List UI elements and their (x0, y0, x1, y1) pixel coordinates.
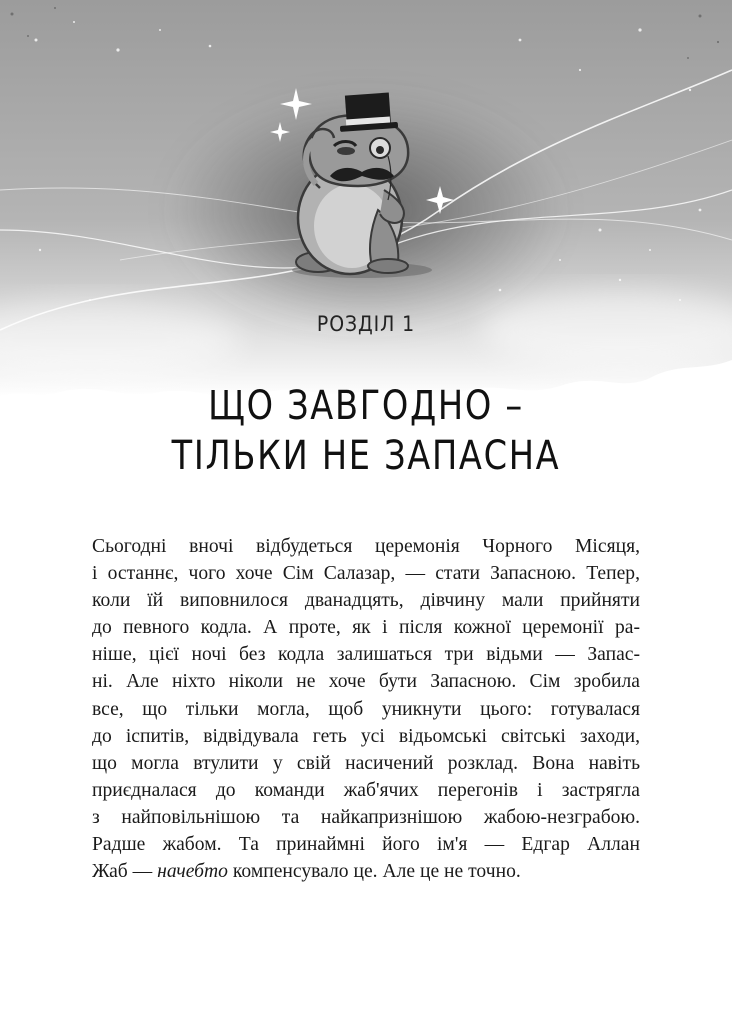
body-line: до певного кодла. А проте, як і після кожної церемонії ра- (92, 617, 640, 639)
body-line: ні. Але ніхто ніколи не хоче бути Запасною. Сім зробила (92, 671, 640, 693)
body-line: з найповільнішою та найкапризнішою жабою-незграбою. (92, 806, 640, 828)
body-line: що могла втулити у свій насичений розклад. Вона навіть (92, 752, 640, 774)
chapter-title-line-2: ТІЛЬКИ НЕ ЗАПАСНА (171, 433, 561, 479)
chapter-number: РОЗДІЛ 1 (316, 312, 416, 336)
emphasized-word: начебто (157, 861, 228, 883)
body-text-run: Жаб — (92, 861, 158, 883)
body-line: Радше жабом. Та принаймні його ім'я — Едгар Аллан (92, 834, 640, 856)
body-line: приєдналася до команди жаб'ячих перегонів і застрягла (92, 779, 640, 801)
body-line: і останнє, чого хоче Сім Салазар, — стати Запасною. Тепер, (92, 563, 640, 585)
body-line: до іспитів, відвідувала геть усі відьомські світські заходи, (92, 725, 640, 747)
body-line: Сьогодні вночі відбудеться церемонія Чорного Місяця, (92, 536, 640, 557)
body-line: коли їй виповнилося дванадцять, дівчину мали прийняти (92, 590, 640, 612)
body-text-run: компенсувало це. Але це не точно. (227, 861, 521, 883)
chapter-body-text (92, 533, 640, 885)
body-line: ніше, цієї ночі без кодла залишаться три відьми — Запас- (92, 644, 640, 666)
body-line: все, що тільки могла, щоб уникнути цього: готувалася (92, 698, 640, 720)
chapter-title-line-1: ЩО ЗАВГОДНО – (208, 383, 524, 429)
body-line-last (92, 858, 640, 885)
